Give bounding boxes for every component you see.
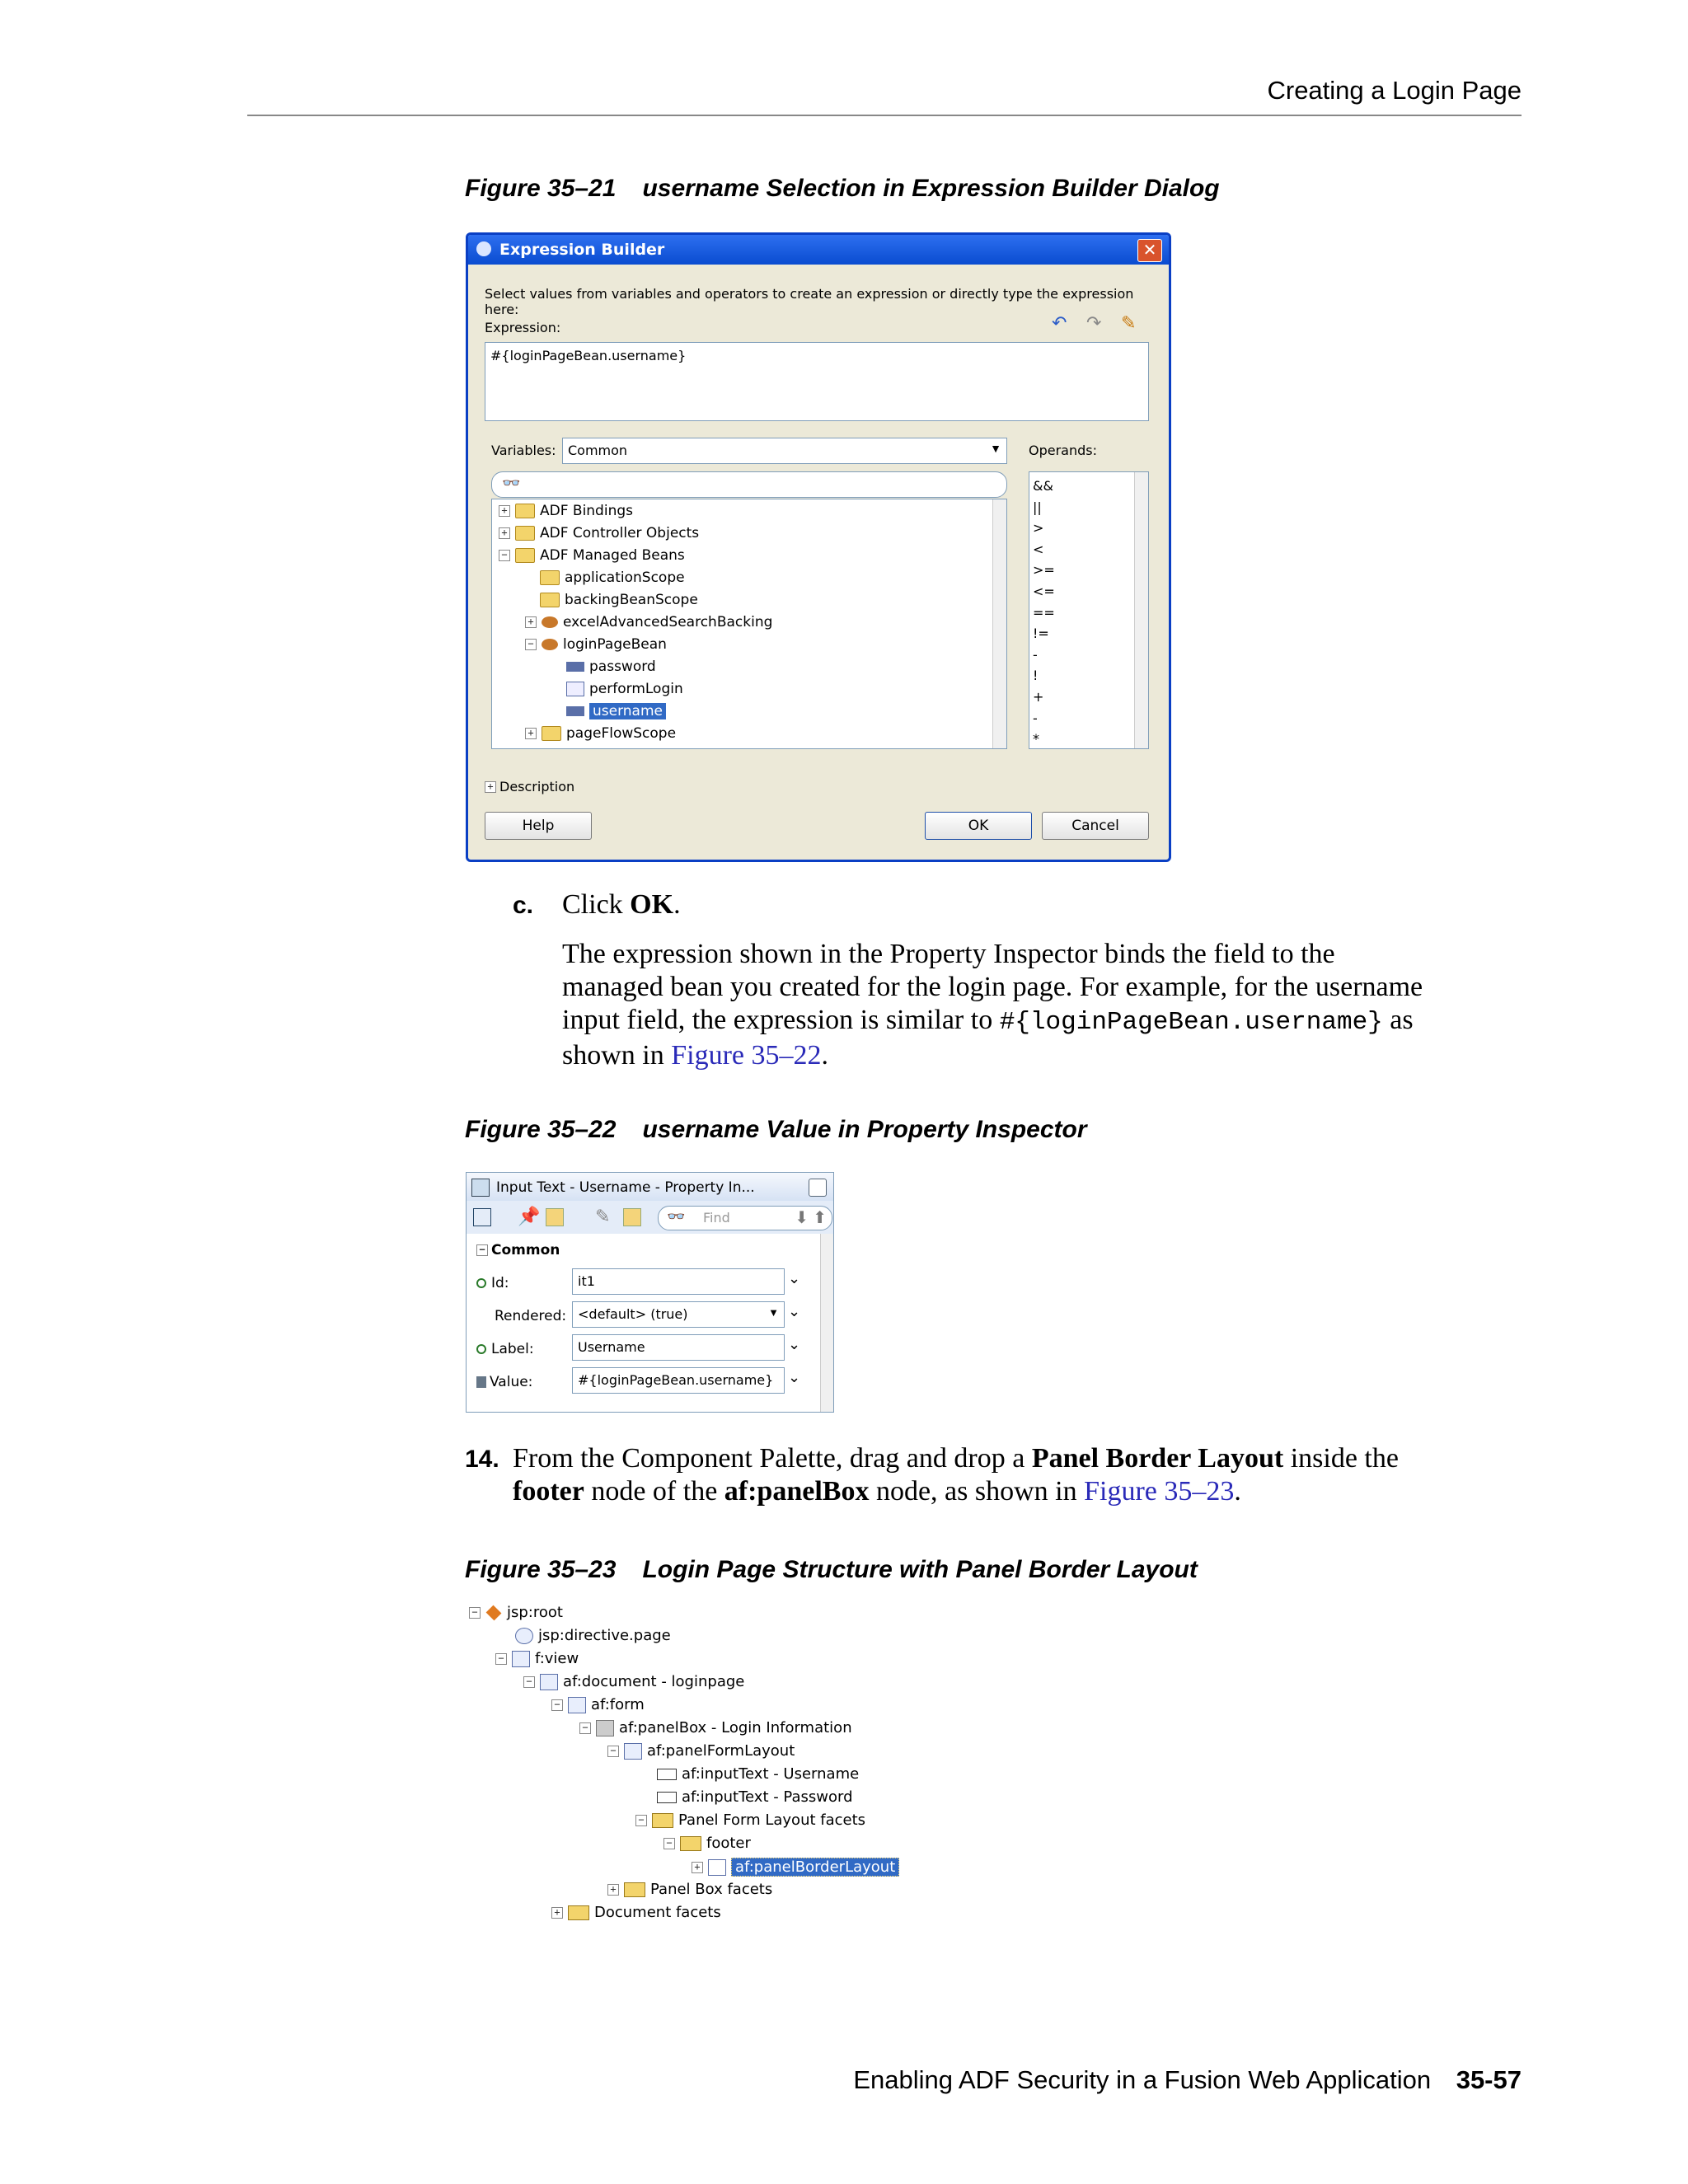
tree-item-performlogin[interactable]: performLogin <box>566 681 683 697</box>
chevron-down-icon[interactable]: ⌄ <box>788 1336 801 1352</box>
chevron-down-icon[interactable]: ⌄ <box>788 1303 801 1319</box>
figure-22-caption <box>465 1116 1087 1144</box>
expression-label: Expression: <box>485 320 561 335</box>
arrow-up-icon[interactable]: ⬆ <box>813 1209 827 1227</box>
pencil-icon[interactable]: ✎ <box>595 1206 611 1226</box>
tree-item-loginpagebean[interactable]: − loginPageBean <box>525 636 667 653</box>
node-f-view[interactable]: − f:view <box>495 1650 579 1667</box>
figure-number: Figure 35–23 <box>465 1556 617 1583</box>
node-af-panelborderlayout[interactable]: + af:panelBorderLayout <box>692 1858 899 1877</box>
chevron-down-icon[interactable]: ⌄ <box>788 1270 801 1286</box>
operand-item[interactable]: != <box>1033 626 1049 642</box>
folder-icon <box>540 593 560 607</box>
inspector-body <box>467 1234 821 1412</box>
node-af-inputtext-username[interactable]: af:inputText - Username <box>657 1765 859 1783</box>
figure-23-link[interactable]: Figure 35–23 <box>1084 1476 1235 1507</box>
document-icon <box>540 1674 558 1690</box>
operand-item[interactable]: ! <box>1033 668 1039 684</box>
app-icon <box>476 241 491 256</box>
tree-item-password[interactable]: password <box>566 658 656 675</box>
variables-selected: Common <box>568 443 628 458</box>
inline-code: #{loginPageBean.username} <box>999 1008 1383 1037</box>
operand-item[interactable]: * <box>1033 731 1039 748</box>
inspector-title: Input Text - Username - Property In... <box>496 1179 755 1196</box>
undo-icon[interactable]: ↶ <box>1052 312 1067 333</box>
operands-list[interactable] <box>1029 471 1149 749</box>
operands-label: Operands: <box>1029 443 1097 458</box>
footer-title: Enabling ADF Security in a Fusion Web Application <box>853 2065 1432 2094</box>
panelformlayout-icon <box>624 1743 642 1760</box>
edit-icon[interactable] <box>546 1208 564 1226</box>
select-icon[interactable] <box>473 1208 491 1226</box>
database-icon <box>476 1376 486 1388</box>
variables-search[interactable] <box>491 471 1007 498</box>
step-c-instruction: Click OK. <box>562 889 681 920</box>
node-footer[interactable]: − footer <box>663 1835 751 1852</box>
inputtext-icon <box>657 1792 677 1803</box>
node-af-form[interactable]: − af:form <box>551 1696 645 1713</box>
folder-icon <box>515 504 535 518</box>
node-af-panelbox[interactable]: − af:panelBox - Login Information <box>579 1719 852 1736</box>
facet-folder-icon <box>624 1882 645 1897</box>
row-id-label: Id: <box>476 1275 509 1291</box>
operand-item[interactable]: + <box>1033 688 1044 705</box>
dialog-title: Expression Builder <box>499 241 665 259</box>
minimize-icon[interactable] <box>809 1179 827 1197</box>
variables-select[interactable] <box>562 438 1007 464</box>
ok-button[interactable]: OK <box>925 812 1032 840</box>
page-number: 35-57 <box>1456 2065 1522 2094</box>
bookmark-icon[interactable] <box>623 1208 641 1226</box>
chevron-down-icon[interactable]: ⌄ <box>788 1369 801 1385</box>
binoculars-icon: 👓 <box>502 475 521 491</box>
expression-value: #{loginPageBean.username} <box>490 348 687 363</box>
operands-scrollbar[interactable] <box>1134 472 1148 748</box>
status-dot-icon <box>476 1344 486 1354</box>
variables-label: Variables: <box>491 443 556 458</box>
operand-item[interactable]: - <box>1033 646 1038 663</box>
folder-icon <box>540 570 560 585</box>
label-field[interactable]: Username <box>572 1334 785 1361</box>
inspector-icon <box>471 1179 490 1197</box>
tree-item-adf-bindings[interactable]: + ADF Bindings <box>499 503 633 519</box>
inspector-scrollbar[interactable] <box>820 1234 833 1412</box>
id-field[interactable]: it1 <box>572 1268 785 1295</box>
figure-title: username Value in Property Inspector <box>642 1116 1087 1143</box>
bean-icon <box>542 616 558 628</box>
figure-number: Figure 35–22 <box>465 1116 617 1143</box>
directive-icon <box>515 1628 533 1644</box>
structure-tree <box>466 1604 911 1933</box>
step-14-marker: 14. <box>465 1446 499 1473</box>
figure-22-link[interactable]: Figure 35–22 <box>671 1040 822 1071</box>
figure-number: Figure 35–21 <box>465 175 617 202</box>
cancel-button[interactable]: Cancel <box>1042 812 1149 840</box>
node-af-document[interactable]: − af:document - loginpage <box>523 1673 744 1690</box>
rendered-select[interactable]: <default> (true) ▼ <box>572 1301 785 1328</box>
step-c-paragraph: The expression shown in the Property Inspector binds the field to the managed bean you created for the login page. For example, for the username input field, the expression is similar to #{loginPageBean.username} as shown in Figure 35–22. <box>562 939 1423 1071</box>
node-jsp-directive-page[interactable]: jsp:directive.page <box>515 1627 671 1644</box>
tree-item-exceladvancedsearchbacking[interactable]: + excelAdvancedSearchBacking <box>525 614 772 630</box>
binoculars-icon: 👓 <box>667 1208 686 1225</box>
expression-builder-dialog <box>466 232 1171 862</box>
expression-field[interactable] <box>485 342 1149 421</box>
figure-title: username Selection in Expression Builder Dialog <box>642 175 1220 202</box>
step-c-marker: c. <box>513 892 534 919</box>
variables-tree[interactable] <box>491 499 1007 749</box>
arrow-down-icon[interactable]: ⬇ <box>795 1209 809 1227</box>
value-field[interactable]: #{loginPageBean.username} <box>572 1367 785 1394</box>
form-icon <box>568 1697 586 1713</box>
node-panel-box-facets[interactable]: + Panel Box facets <box>607 1881 772 1898</box>
redo-icon[interactable]: ↷ <box>1086 312 1102 333</box>
node-panel-form-layout-facets[interactable]: − Panel Form Layout facets <box>635 1811 865 1829</box>
status-dot-icon <box>476 1278 486 1288</box>
inputtext-icon <box>657 1769 677 1780</box>
facet-folder-icon <box>568 1905 589 1920</box>
view-icon <box>512 1651 530 1667</box>
string-icon <box>566 706 584 716</box>
row-value-label: Value: <box>476 1374 532 1390</box>
operand-item[interactable]: && <box>1033 478 1053 494</box>
folder-icon <box>515 526 535 541</box>
facet-folder-icon <box>680 1836 701 1851</box>
panelborderlayout-icon <box>708 1859 726 1876</box>
step-14-text: From the Component Palette, drag and drop a Panel Border Layout inside the footer node of the af:panelBox node, as shown in Figure 35–23. <box>513 1443 1399 1507</box>
operand-item[interactable]: - <box>1033 710 1038 726</box>
node-af-inputtext-password[interactable]: af:inputText - Password <box>657 1788 853 1806</box>
dropdown-arrow-icon: ▼ <box>768 1306 779 1319</box>
figure-23-caption <box>465 1556 1198 1584</box>
row-rendered-label: Rendered: <box>495 1308 567 1324</box>
tree-item-username[interactable]: username <box>566 703 666 719</box>
panelbox-icon <box>596 1720 614 1736</box>
property-inspector <box>466 1172 834 1413</box>
inspector-toolbar <box>467 1201 833 1235</box>
pin-icon[interactable]: 📌 <box>518 1206 541 1226</box>
tree-item-pageflowscope[interactable]: + pageFlowScope <box>525 725 676 742</box>
page-footer <box>853 2065 1522 2095</box>
operand-item[interactable]: == <box>1033 604 1055 621</box>
node-document-facets[interactable]: + Document facets <box>551 1904 721 1921</box>
header-rule <box>247 115 1522 116</box>
tree-item-applicationscope[interactable]: applicationScope <box>540 569 685 586</box>
node-jsp-root[interactable]: − jsp:root <box>469 1604 563 1621</box>
find-placeholder: Find <box>703 1210 730 1226</box>
eraser-icon[interactable]: ✎ <box>1121 312 1137 333</box>
tree-item-adf-controller-objects[interactable]: + ADF Controller Objects <box>499 525 699 541</box>
operand-item[interactable]: <= <box>1033 583 1055 599</box>
operand-item[interactable]: >= <box>1033 562 1055 579</box>
operand-item[interactable]: || <box>1033 499 1042 515</box>
inspector-titlebar <box>467 1173 833 1202</box>
facet-folder-icon <box>652 1813 673 1828</box>
tree-item-adf-managed-beans[interactable]: − ADF Managed Beans <box>499 547 685 564</box>
method-icon <box>566 682 584 696</box>
chevron-down-icon: ▼ <box>990 442 1001 455</box>
node-af-panelformlayout[interactable]: − af:panelFormLayout <box>607 1742 795 1760</box>
folder-icon <box>515 548 535 563</box>
figure-title: Login Page Structure with Panel Border Layout <box>642 1556 1198 1583</box>
tree-item-backingbeanscope[interactable]: backingBeanScope <box>540 592 698 608</box>
instruction-text: Select values from variables and operators to create an expression or directly type the expression here: <box>485 286 1134 317</box>
close-icon[interactable]: ✕ <box>1137 239 1162 262</box>
find-field[interactable] <box>658 1206 832 1230</box>
operand-item[interactable]: > <box>1033 520 1044 537</box>
description-toggle[interactable]: + Description <box>485 779 574 794</box>
figure-21-caption <box>465 175 1220 203</box>
string-icon <box>566 662 584 672</box>
section-common[interactable]: − Common <box>476 1242 560 1258</box>
dialog-titlebar <box>468 235 1169 265</box>
jsp-icon <box>486 1605 502 1620</box>
operand-item[interactable]: < <box>1033 541 1044 557</box>
bean-icon <box>542 639 558 650</box>
row-label-label: Label: <box>476 1341 534 1357</box>
help-button[interactable]: Help <box>485 812 592 840</box>
tree-scrollbar[interactable] <box>992 499 1006 748</box>
folder-icon <box>542 726 561 741</box>
running-header: Creating a Login Page <box>1267 76 1522 105</box>
